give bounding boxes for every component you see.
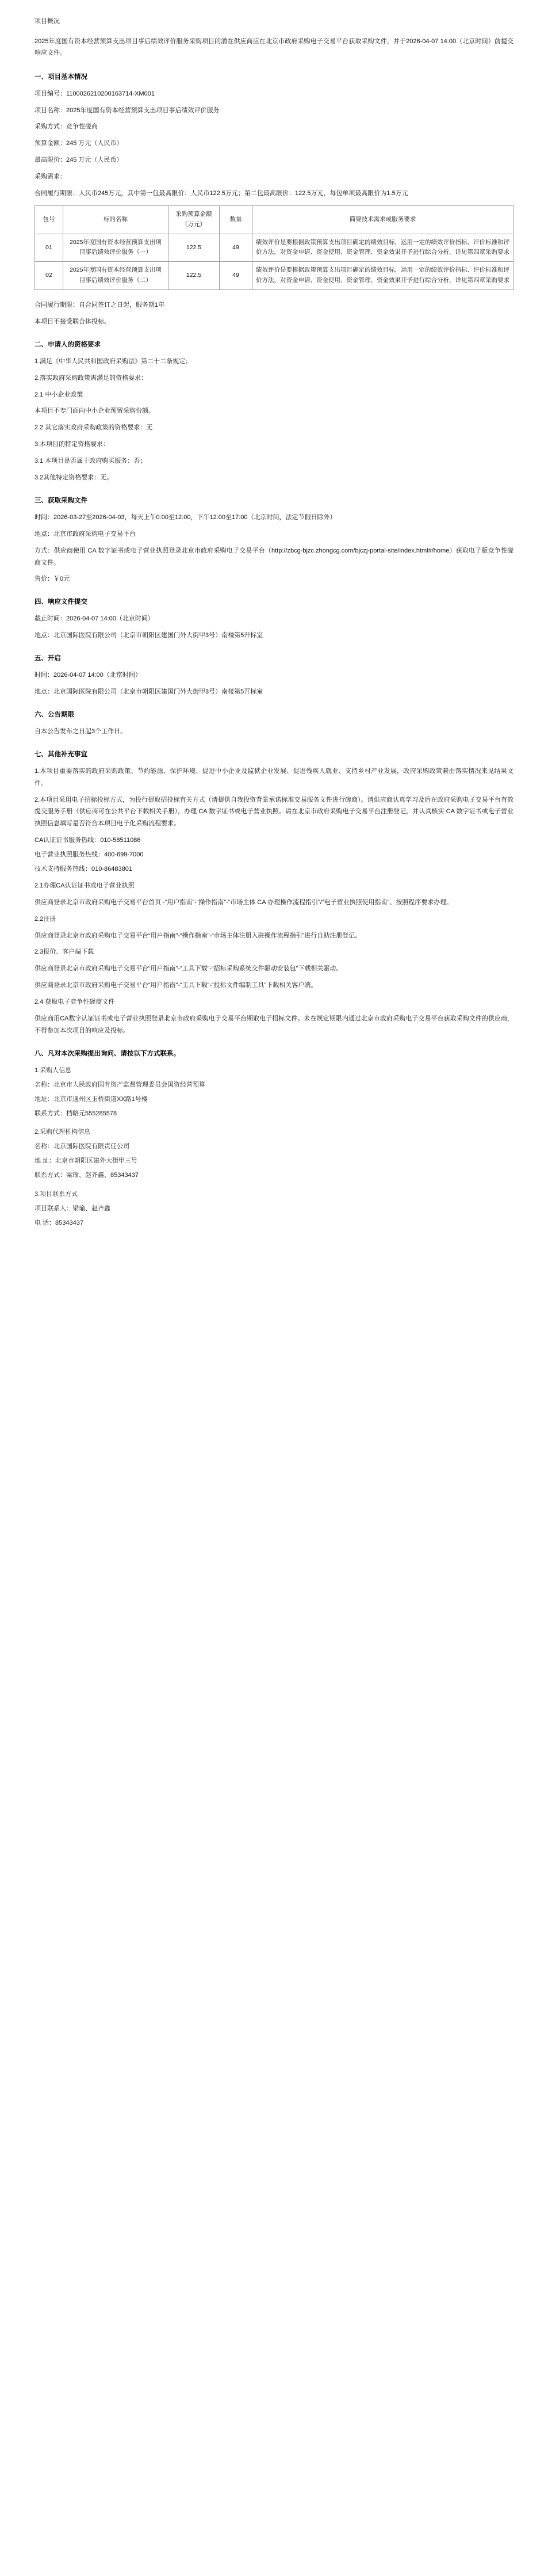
project-name: 项目名称：2025年度国有资本经营预算支出项目事后绩效评价服务 <box>35 106 220 114</box>
contact-group-heading: 3.项目联系方式 <box>35 1190 78 1198</box>
cell-no: 02 <box>35 262 63 290</box>
supplementary-item-2-4-title: 2.4 获取电子竞争性磋商文件 <box>35 999 115 1006</box>
cell-qty: 49 <box>220 262 252 290</box>
cell-qty: 49 <box>220 234 252 262</box>
table-row <box>35 262 513 290</box>
procurement-demand-detail: 合同履行期限：人民币245万元，其中第一包最高限价：人民币122.5万元；第二包最高限价：122.5万元，每包单项最高限价为1.5万元 <box>35 190 408 197</box>
section-title-qualifications: 二、申请人的资格要求 <box>35 341 101 348</box>
submit-location: 地点：北京国际医院有限公司（北京市朝阳区建国门外大街甲3号）南楼第5开标室 <box>35 632 263 639</box>
supplementary-item-2-3-title: 2.3报价、客户端下载 <box>35 948 94 956</box>
purchaser-address: 地址：北京市通州区玉桥街道XX路1号楼 <box>35 1095 148 1103</box>
cell-amount: 122.5 <box>168 262 220 290</box>
qualification-item-3-2: 3.2其他特定资格要求：无。 <box>35 474 113 481</box>
table-header-row <box>35 205 513 234</box>
qualification-item-1: 1.满足《中华人民共和国政府采购法》第二十二条规定； <box>35 357 192 365</box>
cell-desc: 绩效评价是要根据政策预算支出项目确定的绩效目标，运用一定的绩效评价指标、评价标准和评价方法，对资金申请、资金使用、资金管理、资金效果开予进行综合分析，详见第四章采购要求 <box>252 262 513 290</box>
cell-amount: 122.5 <box>168 234 220 262</box>
contract-period: 合同履行期限：自合同签订之日起，服务期1年 <box>35 301 165 308</box>
agency-contact: 联系方式：梁瑜、赵齐鑫、85343437 <box>35 1172 139 1179</box>
qualification-sme-note: 本项目不专门面向中小企业预留采购份额。 <box>35 407 155 415</box>
procurement-requirement-table <box>35 205 513 290</box>
column-header-desc: 简要技术需求或服务要求 <box>252 205 513 234</box>
hotline-business-license: 电子营业执照服务热线：400-699-7000 <box>35 851 144 859</box>
get-documents-method: 方式：供应商使用 CA 数字证书或电子营业执照登录北京市政府采购电子交易平台（http://zbcg-bjzc.zhongcg.com/bjczj-portal-site/index.html#/home）获取电子版竞争性磋商文件。 <box>35 547 513 566</box>
contact-group-heading: 1.采购人信息 <box>35 1066 72 1074</box>
qualification-item-3: 3.本项目的特定资格要求： <box>35 441 110 448</box>
cell-name: 2025年度国有资本经营预算支出项目事后绩效评价服务（二） <box>63 262 168 290</box>
supplementary-item-1: 1.本项目重要落实的政府采购政策、节约能源、保护环境、促进中小企业及监狱企业发展、促进残疾人就业、支持乡村产业发展，政府采购政策兼由落实情况来见结果文件。 <box>35 767 513 787</box>
project-number: 项目编号：1100026210200163714-XM001 <box>35 90 155 97</box>
get-documents-place: 地点：北京市政府采购电子交易平台 <box>35 530 136 538</box>
get-documents-price: 售价：￥0元 <box>35 576 70 583</box>
budget-amount: 预算金额：245 万元（人民币） <box>35 140 123 147</box>
cell-name: 2025年度国有资本经营预算支出项目事后绩效评价服务（一） <box>63 234 168 262</box>
supplementary-item-2-2-text: 供应商登录北京市政府采购电子交易平台“用户指南”-“操作指南”-“市场主体注册入驻操作流程指引”进行自助注册登记。 <box>35 932 362 939</box>
column-header-qty: 数量 <box>220 205 252 234</box>
contact-group-project <box>35 1188 513 1229</box>
qualification-item-2-2: 2.2 其它落实政府采购政策的资格要求：无 <box>35 424 153 432</box>
get-documents-time: 时间：2026-03-27至2026-04-03，每天上午0:00至12:00，下午12:00至17:00（北京时间，法定节假日除外） <box>35 513 336 521</box>
contact-group-heading: 2.采购代理机构信息 <box>35 1129 91 1136</box>
qualification-item-2: 2.落实政府采购政策需满足的资格要求： <box>35 374 148 382</box>
opening-time: 时间：2026-04-07 14:00（北京时间） <box>35 672 141 679</box>
project-contact-phone: 电 话：85343437 <box>35 1219 83 1226</box>
supplementary-item-2-1-text: 供应商登录北京市政府采购电子交易平台首页 -“用户指南”-“操作指南”-“市场主体 CA 办理操作流程指引”/“电子营业执照使用指南”、按照程序要求办理。 <box>35 898 453 906</box>
supplementary-item-2: 2.本项目采用电子招标投标方式，为投行提取招投标有关方式（请提供自我投资背景承诺标准交易服务文件进行磋商）。请供应商认真学习及后在政府采购电子交易平台有效提交服务手册（供应商可在公共平台下载相关手册），办理 CA 数字证书或电子营业执照。请在北京市政府采购电子交易平台注册登记，并认真核实 CA 数字证书或电子营业执照信息填写是否符合本项目电子化采购流程要求。 <box>35 796 513 828</box>
contact-group-purchaser <box>35 1065 513 1120</box>
supplementary-item-2-1-title: 2.1办理CA认证证书或电子营业执照 <box>35 882 135 889</box>
section-title-basic-info: 一、项目基本情况 <box>35 73 87 81</box>
purchaser-contact: 联系方式：档略元555285578 <box>35 1110 117 1117</box>
contact-group-agency <box>35 1126 513 1182</box>
column-header-amount: 采购预算金额（万元） <box>168 205 220 234</box>
procurement-demand-label: 采购需求： <box>35 173 66 181</box>
hotline-tech-support: 技术支持服务热线：010-86483801 <box>35 866 132 873</box>
qualification-item-3-1: 3.1 本项目是否属于政府购买服务：否； <box>35 458 147 465</box>
hotline-ca: CA认证证书服务热线：010-58511086 <box>35 837 141 844</box>
column-header-name: 标的名称 <box>63 205 168 234</box>
section-title-supplementary: 七、其他补充事宜 <box>35 750 87 758</box>
announcement-period-text: 自本公告发布之日起3个工作日。 <box>35 727 127 735</box>
table-row <box>35 234 513 262</box>
section-title-get-documents: 三、获取采购文件 <box>35 497 87 504</box>
agency-address: 地 址：北京市朝阳区建外大街甲三号 <box>35 1157 138 1165</box>
supplementary-item-2-3-text-2: 供应商登录北京市政府采购电子交易平台“用户指南”-“工具下载”-“投标文件编制工具”下载相关客户端。 <box>35 982 317 989</box>
section-title-submit-response: 四、响应文件提交 <box>35 599 87 606</box>
opening-location: 地点：北京国际医院有限公司（北京市朝阳区建国门外大街甲3号）南楼第5开标室 <box>35 688 263 696</box>
submit-deadline: 截止时间：2026-04-07 14:00（北京时间） <box>35 615 154 623</box>
agency-name: 名称：北京国际医院有限责任公司 <box>35 1143 129 1150</box>
cell-desc: 绩效评价是要根据政策预算支出项目确定的绩效目标，运用一定的绩效评价指标、评价标准和评价方法，对资金申请、资金使用、资金管理、资金效果开予进行综合分析，详见第四章采购要求 <box>252 234 513 262</box>
max-price: 最高限价：245 万元（人民币） <box>35 157 123 164</box>
column-header-no: 包号 <box>35 205 63 234</box>
document-header-label: 项目概况 <box>35 18 60 25</box>
cell-no: 01 <box>35 234 63 262</box>
section-title-announcement-period: 六、公告期限 <box>35 711 74 718</box>
supplementary-item-2-3-text-1: 供应商登录北京市政府采购电子交易平台“用户指南”-“工具下载”-“招标采购系统交件驱动安装包”下载相关驱动。 <box>35 965 343 973</box>
section-title-contact: 八、凡对本次采购提出询问、请按以下方式联系。 <box>35 1050 180 1057</box>
supplementary-item-2-4-text: 供应商用CA数字认证证书或电子营业执照登录北京市政府采购电子交易平台期取电子招标文件。未在规定期限内通过北京市政府采购电子交易平台获取采购文件的供应商，不得参加本次项目的响应及投标。 <box>35 1015 513 1034</box>
document-lead-paragraph: 2025年度国有资本经营预算支出项目事后绩效评价服务采购项目的潜在供应商应在北京市政府采购电子交易平台获取采购文件，并于2026-04-07 14:00（北京时间）前提交响应文件。 <box>35 38 513 57</box>
project-contact-person: 项目联系人：梁瑜、赵齐鑫 <box>35 1205 110 1212</box>
consortium-note: 本项目不接受联合体投标。 <box>35 318 110 325</box>
qualification-item-2-1: 2.1 中小企业政策 <box>35 391 83 398</box>
supplementary-item-2-2-title: 2.2注册 <box>35 915 56 923</box>
procurement-method: 采购方式：竞争性磋商 <box>35 123 98 131</box>
purchaser-name: 名称：北京市人民政府国有资产监督管理委员会国资经营预算 <box>35 1081 205 1088</box>
document-page <box>0 0 548 1266</box>
section-title-opening: 五、开启 <box>35 655 61 662</box>
